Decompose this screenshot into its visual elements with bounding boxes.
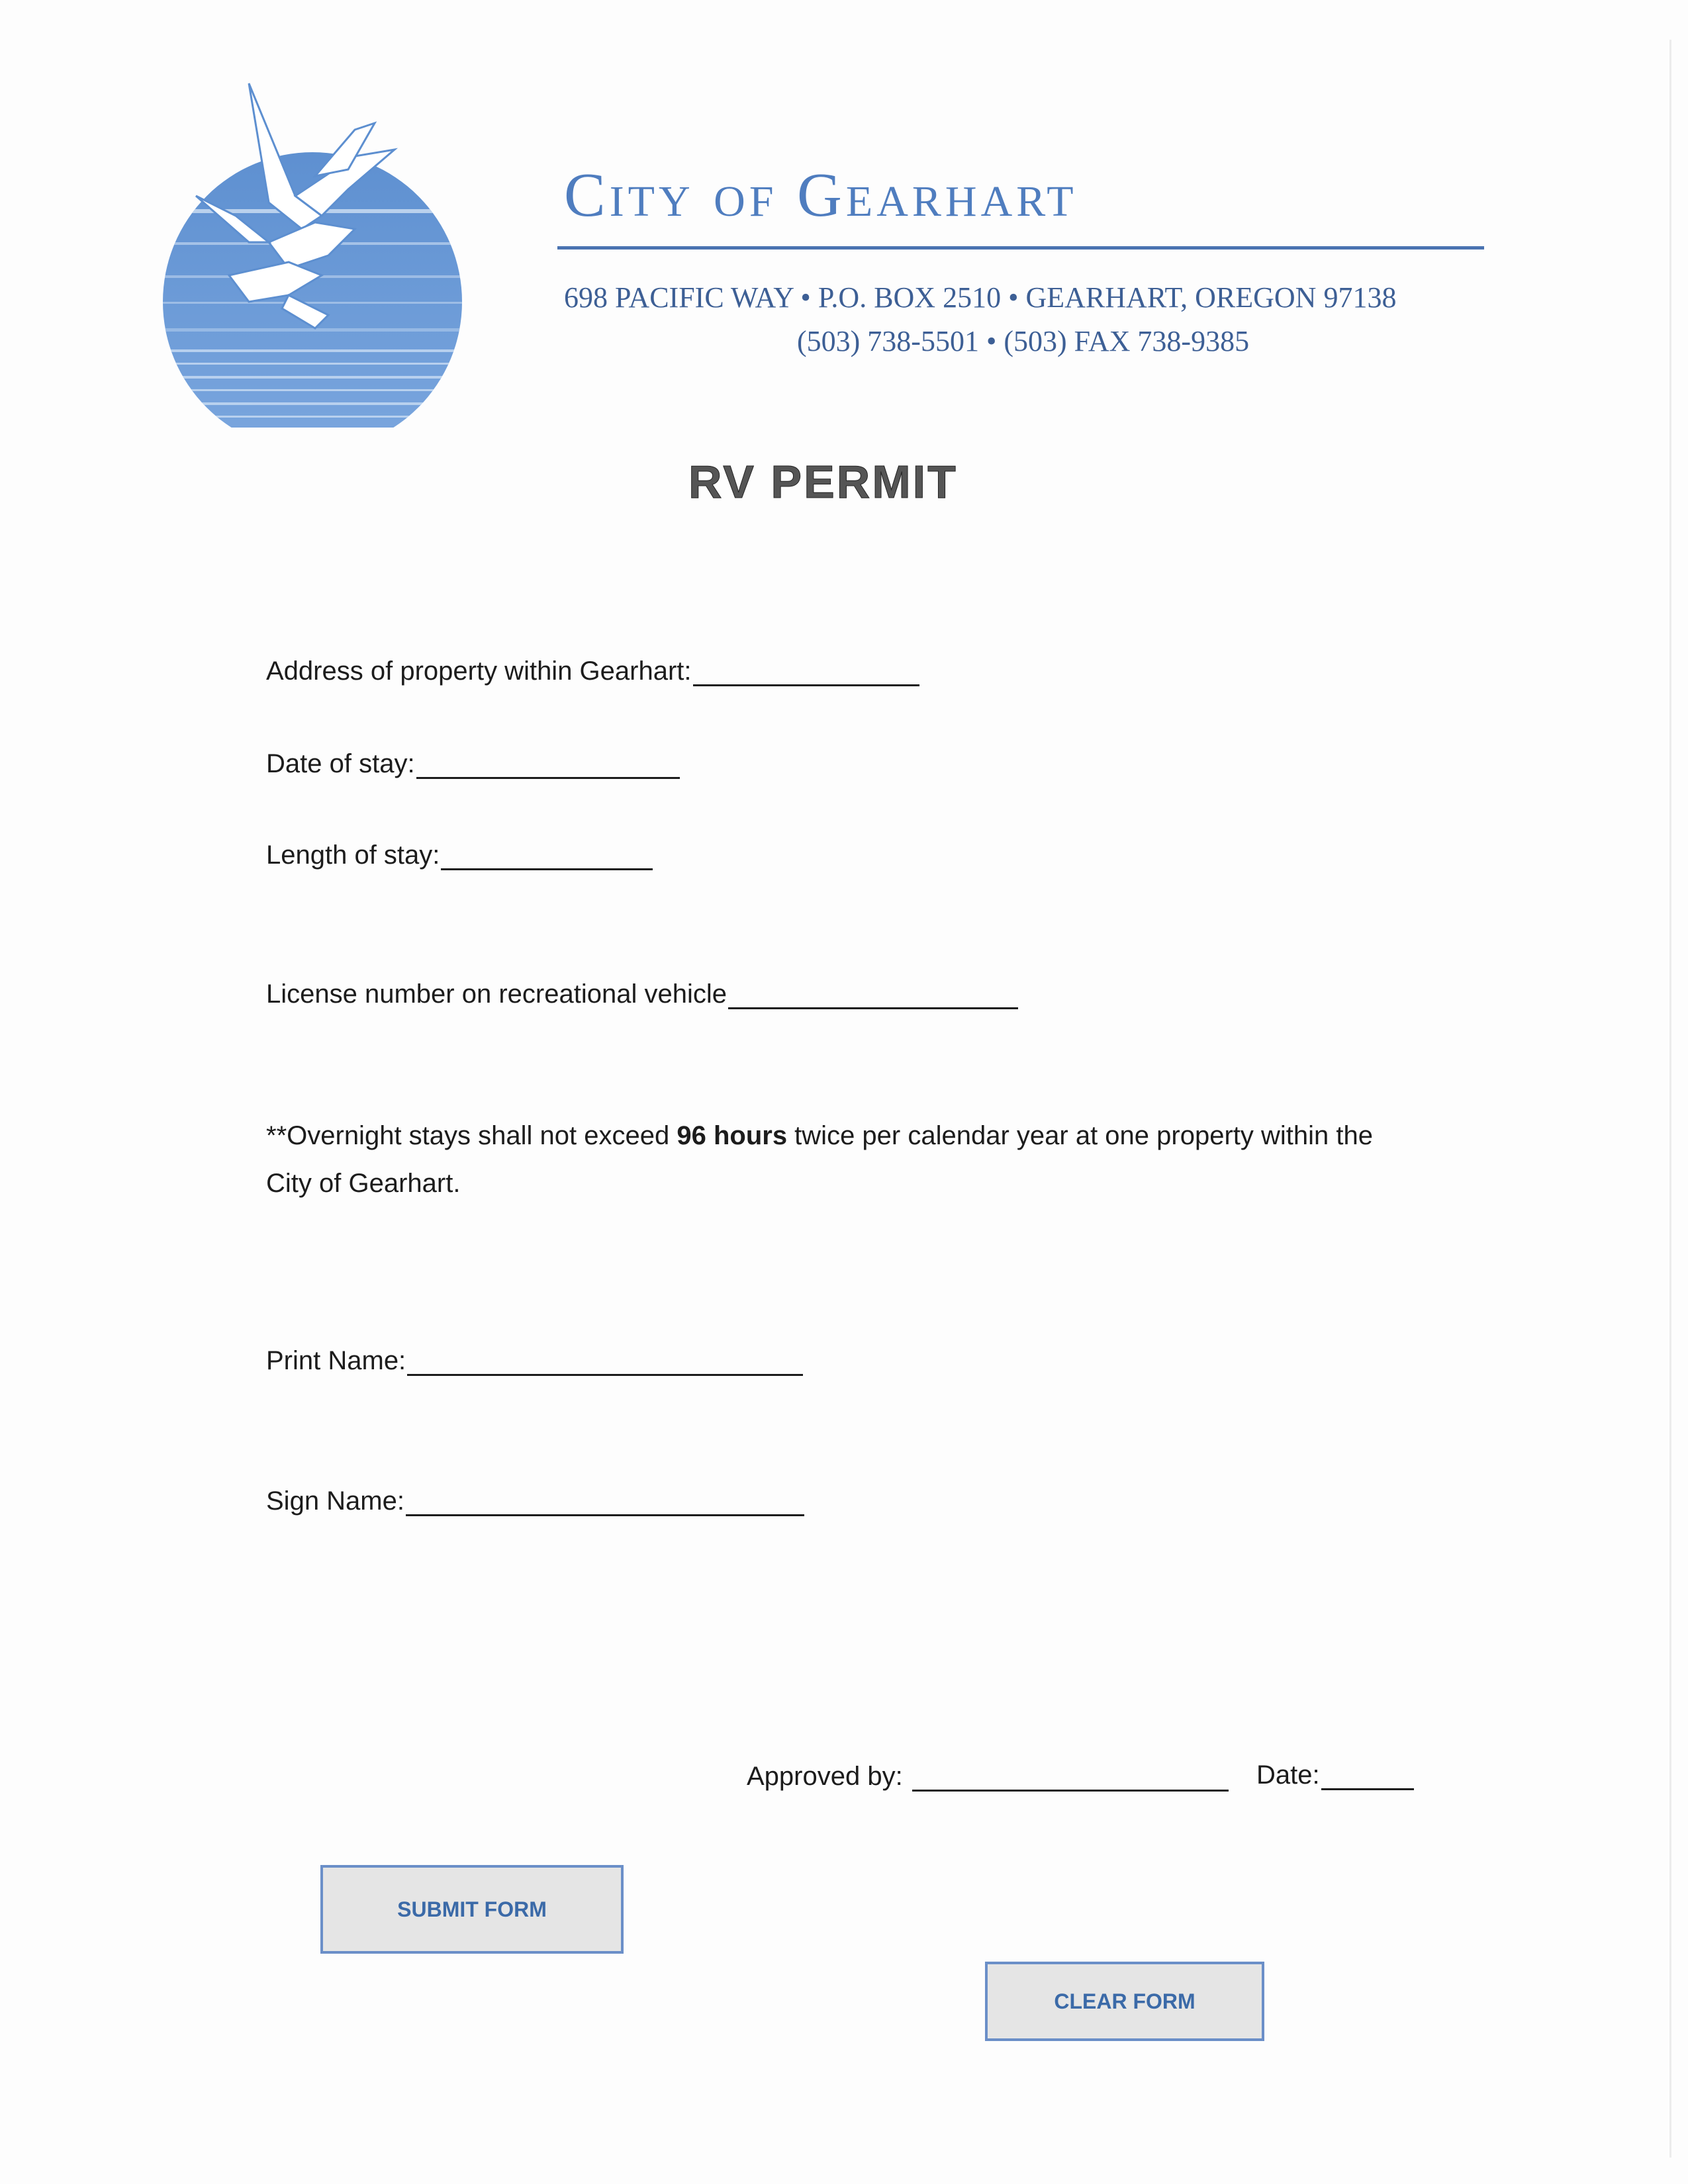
length-of-stay-label: Length of stay: bbox=[266, 841, 440, 870]
license-field bbox=[266, 979, 1018, 1009]
length-of-stay-field bbox=[266, 841, 653, 870]
approval-date-label: Date: bbox=[1256, 1760, 1320, 1790]
sign-name-field bbox=[266, 1486, 804, 1516]
approval-date-input[interactable] bbox=[1321, 1766, 1414, 1790]
print-name-label: Print Name: bbox=[266, 1346, 406, 1375]
approved-by-label: Approved by: bbox=[747, 1762, 903, 1791]
city-title: City of Gearhart bbox=[564, 161, 1078, 230]
print-name-field bbox=[266, 1346, 803, 1376]
date-of-stay-input[interactable] bbox=[416, 754, 680, 779]
letterhead-rule bbox=[557, 246, 1484, 250]
approved-by-input[interactable] bbox=[912, 1767, 1229, 1792]
approval-date-field bbox=[1256, 1760, 1414, 1790]
address-field bbox=[266, 657, 919, 686]
print-name-input[interactable] bbox=[407, 1351, 803, 1376]
sign-name-label: Sign Name: bbox=[266, 1486, 404, 1516]
license-input[interactable] bbox=[728, 985, 1018, 1009]
sign-name-input[interactable] bbox=[406, 1492, 804, 1516]
letterhead-address: 698 PACIFIC WAY • P.O. BOX 2510 • GEARHART, OREGON 97138 bbox=[564, 281, 1397, 314]
clear-form-button[interactable]: CLEAR FORM bbox=[985, 1962, 1264, 2041]
city-seal-logo bbox=[156, 77, 474, 428]
page-edge bbox=[1669, 40, 1671, 2158]
address-input[interactable] bbox=[693, 662, 919, 686]
length-of-stay-input[interactable] bbox=[441, 846, 653, 870]
seagulls-icon bbox=[156, 77, 474, 428]
submit-form-button[interactable]: SUBMIT FORM bbox=[320, 1865, 624, 1954]
form-title: RV PERMIT bbox=[688, 456, 958, 508]
date-of-stay-label: Date of stay: bbox=[266, 749, 415, 778]
approved-by-field bbox=[747, 1762, 1229, 1792]
letterhead-phone: (503) 738-5501 • (503) FAX 738-9385 bbox=[797, 325, 1250, 357]
overnight-notice: **Overnight stays shall not exceed 96 hours twice per calendar year at one property within the City of Gearhart. bbox=[266, 1121, 1373, 1198]
license-label: License number on recreational vehicle bbox=[266, 979, 727, 1009]
notice-emphasis: 96 hours bbox=[677, 1121, 788, 1150]
address-label: Address of property within Gearhart: bbox=[266, 657, 692, 686]
date-of-stay-field bbox=[266, 749, 680, 779]
